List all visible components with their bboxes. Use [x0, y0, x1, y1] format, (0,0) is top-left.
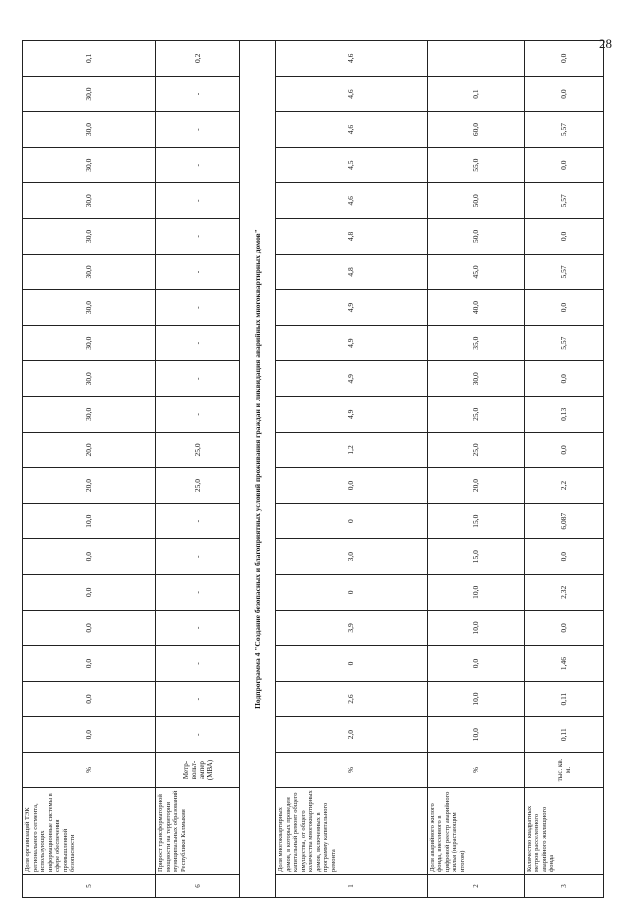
value-cell: 30,0 [23, 397, 156, 433]
rotated-table-sheet [22, 40, 604, 898]
value-cell: 45,0 [427, 254, 524, 290]
value-cell: 0 [276, 575, 427, 611]
value-cell: 25,0 [156, 432, 240, 468]
value-cell: 0,1 [427, 76, 524, 112]
value-cell: - [156, 183, 240, 219]
value-cell: 50,0 [427, 219, 524, 255]
value-cell: - [156, 610, 240, 646]
value-cell: - [156, 646, 240, 682]
row-number: 1 [276, 875, 427, 898]
value-cell: 25,0 [427, 432, 524, 468]
value-cell: 0,2 [156, 41, 240, 77]
value-cell: 20,0 [23, 432, 156, 468]
indicator-row [23, 41, 156, 898]
value-cell: - [156, 76, 240, 112]
unit-cell: % [276, 753, 427, 788]
indicator-name: Количество квадратных метров расселенного аварийного жилищного фонда [524, 788, 603, 875]
unit-cell: % [23, 753, 156, 788]
value-cell: 5,57 [524, 254, 603, 290]
value-cell: - [156, 539, 240, 575]
value-cell: 10,0 [427, 575, 524, 611]
value-cell: 30,0 [23, 254, 156, 290]
value-cell: 30,0 [23, 361, 156, 397]
row-number: 5 [23, 875, 156, 898]
value-cell: 3,9 [276, 610, 427, 646]
value-cell: 0,0 [427, 646, 524, 682]
value-cell: - [156, 397, 240, 433]
row-number: 6 [156, 875, 240, 898]
value-cell: - [156, 575, 240, 611]
value-cell: 2,2 [524, 468, 603, 504]
value-cell: 35,0 [427, 325, 524, 361]
indicator-name: Доля аварийного жилого фонда, внесенного в цифровой реестр аварийного жилья (нарастающим итогом) [427, 788, 524, 875]
value-cell: 4,8 [276, 219, 427, 255]
value-cell: - [156, 112, 240, 148]
value-cell: 30,0 [23, 147, 156, 183]
value-cell: 25,0 [427, 397, 524, 433]
value-cell: 15,0 [427, 503, 524, 539]
indicator-table [22, 40, 604, 898]
unit-cell: Метр-вольт-ампер (МВА) [156, 753, 240, 788]
value-cell: 0,0 [524, 432, 603, 468]
value-cell: 0,0 [524, 41, 603, 77]
value-cell: 20,0 [23, 468, 156, 504]
indicator-row [276, 41, 427, 898]
value-cell: 4,6 [276, 183, 427, 219]
indicator-name: Доля многоквартирных домов, в которых проведен капитальный ремонт общего имущества, от общего количества многоквартирных домов, включенных в программу капитального ремонта [276, 788, 427, 875]
indicator-row [524, 41, 603, 898]
value-cell: 0,13 [524, 397, 603, 433]
value-cell: - [156, 254, 240, 290]
value-cell: 10,0 [427, 717, 524, 753]
value-cell: 10,0 [427, 610, 524, 646]
value-cell: 30,0 [23, 325, 156, 361]
value-cell: 2,6 [276, 681, 427, 717]
value-cell: 0,11 [524, 717, 603, 753]
value-cell: 0,1 [23, 41, 156, 77]
value-cell: 0,0 [23, 646, 156, 682]
value-cell: - [156, 681, 240, 717]
value-cell: 30,0 [23, 290, 156, 326]
value-cell: 30,0 [23, 219, 156, 255]
value-cell: 55,0 [427, 147, 524, 183]
value-cell: 30,0 [23, 183, 156, 219]
value-cell: 30,0 [23, 76, 156, 112]
indicator-row [156, 41, 240, 898]
value-cell: 0,0 [524, 76, 603, 112]
value-cell: 30,0 [427, 361, 524, 397]
value-cell: 60,0 [427, 112, 524, 148]
value-cell: 10,0 [23, 503, 156, 539]
value-cell: - [156, 717, 240, 753]
value-cell: 1,2 [276, 432, 427, 468]
value-cell: - [156, 325, 240, 361]
value-cell: 0,0 [524, 539, 603, 575]
value-cell: 0,0 [23, 610, 156, 646]
row-number: 3 [524, 875, 603, 898]
value-cell: 5,57 [524, 325, 603, 361]
subprogram-row [240, 41, 276, 898]
indicator-name: Прирост трансформаторной мощности на территории муниципальных образований Республики Калмыкия [156, 788, 240, 875]
value-cell: 4,6 [276, 76, 427, 112]
value-cell: 5,57 [524, 112, 603, 148]
value-cell: 4,9 [276, 361, 427, 397]
value-cell: 40,0 [427, 290, 524, 326]
value-cell: 4,6 [276, 41, 427, 77]
unit-cell: тыс. кв. м. [524, 753, 603, 788]
value-cell: 0,0 [524, 290, 603, 326]
value-cell: 50,0 [427, 183, 524, 219]
value-cell: 0,11 [524, 681, 603, 717]
empty-cell [427, 41, 524, 77]
value-cell: 0 [276, 646, 427, 682]
value-cell: 0,0 [524, 361, 603, 397]
value-cell: 3,0 [276, 539, 427, 575]
value-cell: 30,0 [23, 112, 156, 148]
value-cell: 6,087 [524, 503, 603, 539]
value-cell: 5,57 [524, 183, 603, 219]
value-cell: - [156, 361, 240, 397]
value-cell: 20,0 [427, 468, 524, 504]
value-cell: 2,32 [524, 575, 603, 611]
value-cell: 4,9 [276, 397, 427, 433]
value-cell: 0,0 [23, 575, 156, 611]
row-number: 2 [427, 875, 524, 898]
value-cell: 1,46 [524, 646, 603, 682]
value-cell: 2,0 [276, 717, 427, 753]
value-cell: 4,8 [276, 254, 427, 290]
value-cell: 0,0 [524, 219, 603, 255]
indicator-name: Доля организаций ТЭК регионального сегмента, использующих информационные системы в сфере обеспечения промышленной безопасности [23, 788, 156, 875]
unit-cell: % [427, 753, 524, 788]
value-cell: - [156, 219, 240, 255]
value-cell: 0,0 [524, 610, 603, 646]
value-cell: 0,0 [23, 717, 156, 753]
value-cell: 15,0 [427, 539, 524, 575]
indicator-row [427, 41, 524, 898]
value-cell: 0,0 [23, 539, 156, 575]
value-cell: 4,6 [276, 112, 427, 148]
value-cell: 0,0 [276, 468, 427, 504]
value-cell: 4,9 [276, 325, 427, 361]
value-cell: 4,9 [276, 290, 427, 326]
value-cell: - [156, 290, 240, 326]
page-number: 28 [599, 36, 612, 51]
value-cell: 0 [276, 503, 427, 539]
value-cell: 0,0 [524, 147, 603, 183]
value-cell: 4,5 [276, 147, 427, 183]
value-cell: - [156, 503, 240, 539]
value-cell: 0,0 [23, 681, 156, 717]
value-cell: 10,0 [427, 681, 524, 717]
value-cell: 25,0 [156, 468, 240, 504]
value-cell: - [156, 147, 240, 183]
subprogram-title: Подпрограмма 4 "Создание безопасных и благоприятных условий проживания граждан и ликвидация аварийных многоквартирных домов" [240, 41, 276, 898]
